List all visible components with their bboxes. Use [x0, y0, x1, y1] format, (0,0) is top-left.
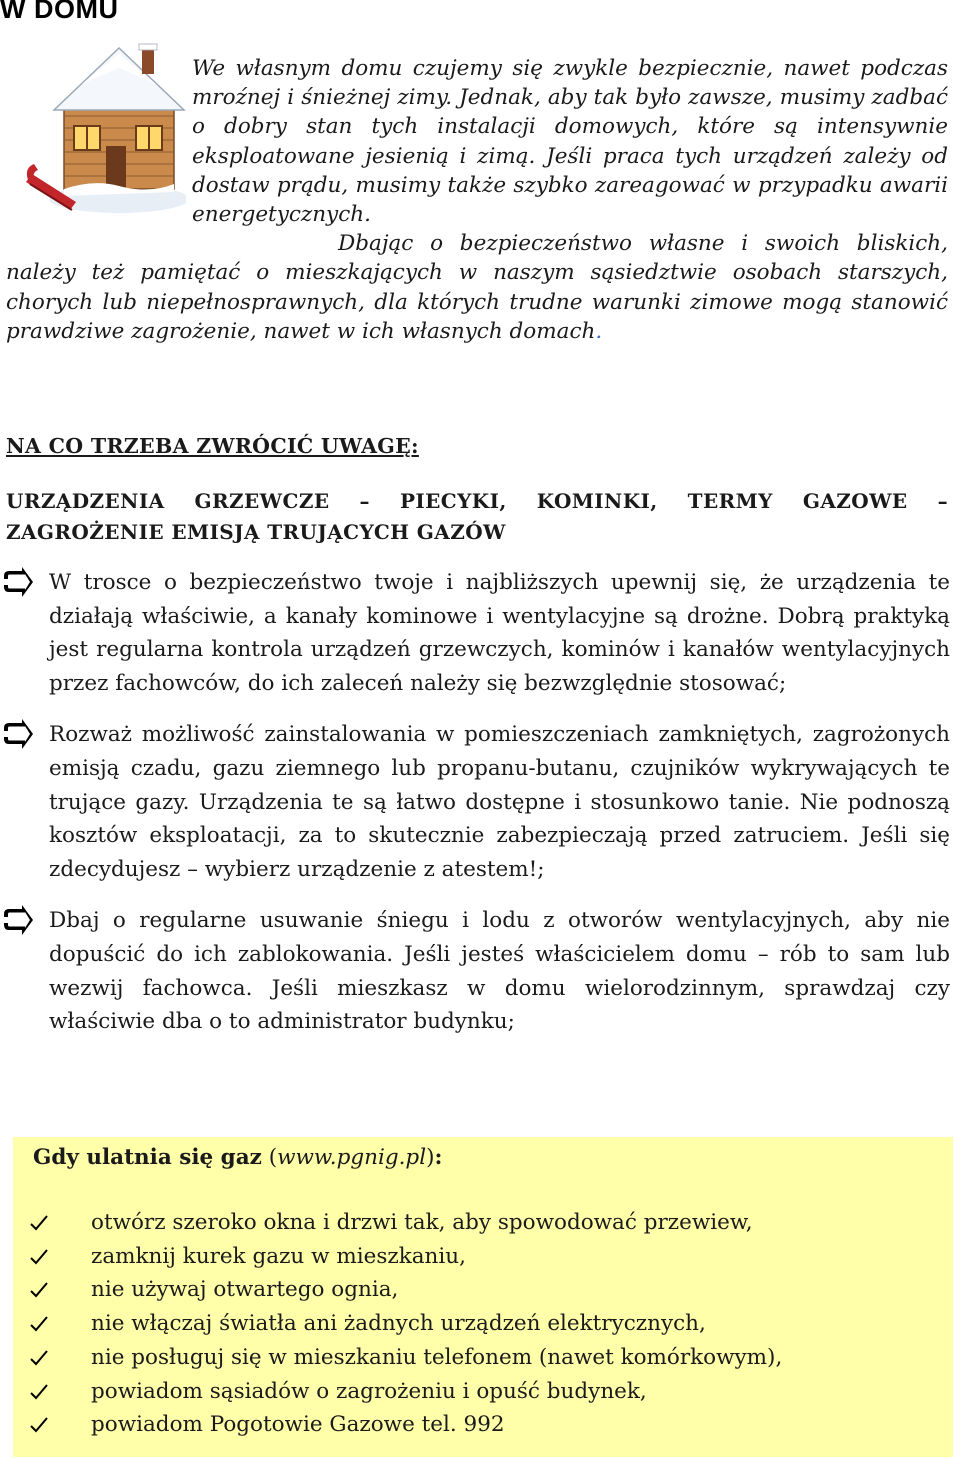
- heating-devices-title: URZĄDZENIA GRZEWCZE – PIECYKI, KOMINKI, TERMY GAZOWE – ZAGROŻENIE EMISJĄ TRUJĄCYCH GAZÓW: [6, 489, 948, 544]
- arrow-right-icon: [0, 904, 36, 937]
- illustration-space: [6, 54, 192, 231]
- gas-leak-box: [13, 1137, 953, 1457]
- page-title: W DOMU: [0, 0, 119, 24]
- list-item: [0, 904, 950, 1038]
- instruction-text: powiadom sąsiadów o zagrożeniu i opuść budynek,: [91, 1378, 647, 1404]
- intro-text: [6, 54, 948, 346]
- list-item: [13, 1206, 782, 1240]
- intro-paragraph-2: [6, 229, 948, 346]
- paren-close: ): [426, 1145, 435, 1170]
- paren-open: (: [261, 1145, 278, 1170]
- check-icon: [30, 1316, 48, 1332]
- section-heading: NA CO TRZEBA ZWRÓCIĆ UWAGĘ:: [6, 434, 419, 458]
- instruction-text: nie używaj otwartego ognia,: [91, 1277, 399, 1303]
- instruction-text: nie włączaj światła ani żadnych urządzeń elektrycznych,: [91, 1311, 706, 1337]
- advice-list: [0, 566, 950, 1057]
- list-item: [13, 1307, 782, 1341]
- instruction-text: zamknij kurek gazu w mieszkaniu,: [91, 1243, 466, 1269]
- blue-period: .: [595, 318, 603, 344]
- check-icon: [30, 1384, 48, 1400]
- instruction-text: nie posługuj się w mieszkaniu telefonem (nawet komórkowym),: [91, 1344, 783, 1370]
- arrow-right-icon: [0, 718, 36, 751]
- list-item: [0, 718, 950, 886]
- list-item: [13, 1341, 782, 1375]
- list-item: [13, 1375, 782, 1409]
- advice-text: Rozważ możliwość zainstalowania w pomieszczeniach zamkniętych, zagrożonych emisją czadu, gazu ziemnego lub propanu-butanu, czujników wykrywających te trujące gazy. Urządzenia te są łatwo dostępne i stosunkowo tanie. Nie podnoszą kosztów eksploatacji, za to skutecznie zabezpieczają przed zatruciem. Jeśli się zdecydujesz – wybierz urządzenie z atestem!;: [49, 722, 950, 882]
- intro-paragraph-2-text: Dbając o bezpieczeństwo własne i swoich bliskich, należy też pamiętać o mieszkających w naszym sąsiedztwie osobach starszych, chorych lub niepełnosprawnych, dla których trudne warunki zimowe mogą stanowić prawdziwe zagrożenie, nawet w ich własnych domach: [6, 231, 948, 344]
- advice-text: Dbaj o regularne usuwanie śniegu i lodu z otworów wentylacyjnych, aby nie dopuścić do ich zablokowania. Jeśli jesteś właścicielem domu – rób to sam lub wezwij fachowca. Jeśli mieszkasz w domu wielorodzinnym, sprawdzaj czy właściwie dba o to administrator budynku;: [49, 908, 950, 1035]
- check-icon: [30, 1282, 48, 1298]
- instruction-text: otwórz szeroko okna i drzwi tak, aby spowodować przewiew,: [91, 1210, 753, 1235]
- check-icon: [30, 1417, 48, 1433]
- arrow-right-icon: [0, 566, 36, 599]
- check-icon: [30, 1215, 48, 1231]
- list-item: [13, 1273, 782, 1307]
- pgnig-link[interactable]: www.pgnig.pl: [277, 1145, 427, 1170]
- gas-title-bold: Gdy ulatnia się gaz: [33, 1145, 262, 1170]
- intro-paragraph-1: We własnym domu czujemy się zwykle bezpiecznie, nawet podczas mroźnej i śnieżnej zimy. Jednak, aby tak było zawsze, musimy zadbać o dobry stan tych instalacji domowych, które są intensywnie eksploatowane jesienią i zimą. Jeśli praca tych urządzeń zależy od dostaw prądu, musimy także szybko zareagować w przypadku awarii energetycznych.: [192, 56, 948, 228]
- check-icon: [30, 1350, 48, 1366]
- gas-instructions-list: [13, 1206, 782, 1442]
- list-item: [13, 1240, 782, 1274]
- check-icon: [30, 1249, 48, 1265]
- colon: :: [434, 1145, 443, 1170]
- list-item: [13, 1408, 782, 1442]
- list-item: [0, 566, 950, 700]
- gas-box-title: [33, 1145, 442, 1170]
- advice-text: W trosce o bezpieczeństwo twoje i najbliższych upewnij się, że urządzenia te działają właściwie, a kanały kominowe i wentylacyjne są drożne. Dobrą praktyką jest regularna kontrola urządzeń grzewczych, kominów i kanałów wentylacyjnych przez fachowców, do ich zaleceń należy się bezwzględnie stosować;: [49, 570, 950, 696]
- instruction-text: powiadom Pogotowie Gazowe tel. 992: [91, 1412, 505, 1438]
